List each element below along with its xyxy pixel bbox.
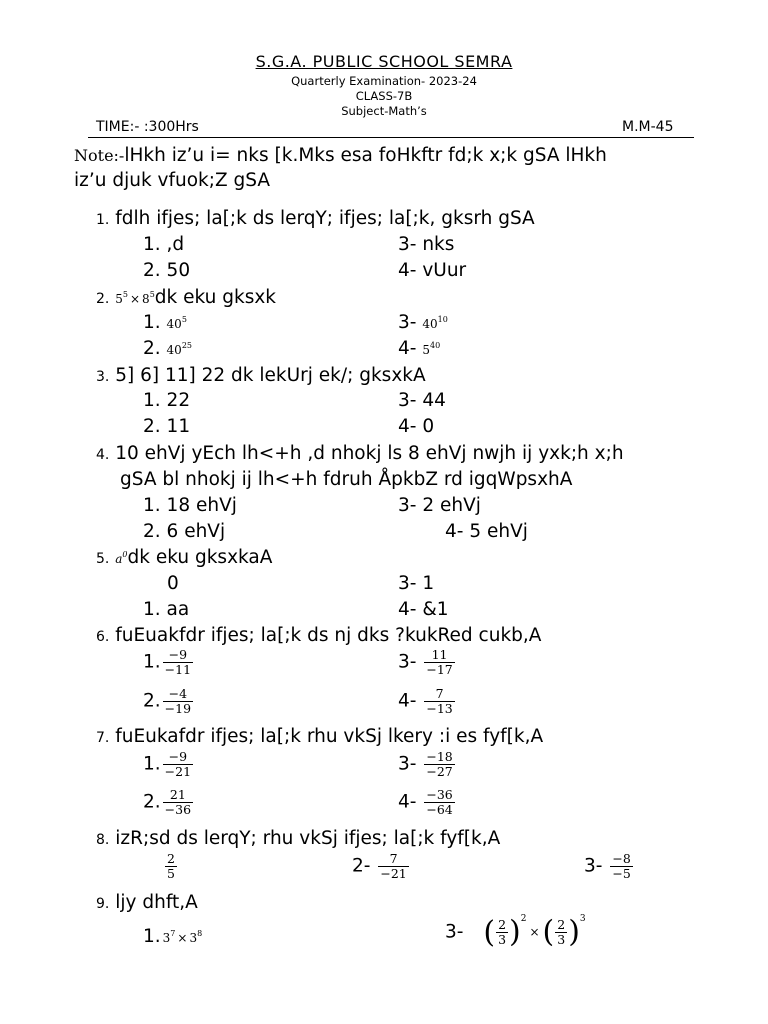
q3-option-3: 3- 44: [398, 390, 446, 411]
question-text: 10 ehVj yEch lh<+h ,d nhokj ls 8 ehVj nwjh ij yxk;h x;h: [115, 443, 624, 464]
q6-option-4: 4- $\frac{7}{-13}$: [398, 686, 453, 716]
subject-label: Subject-Math’s: [341, 104, 427, 118]
question-number: 4.: [96, 447, 110, 463]
q7-option-1: 1. $\frac{-9}{-21}$: [143, 749, 192, 779]
fraction: $\frac{2}{3}$: [498, 916, 507, 947]
q1-option-4: 4- vUur: [398, 260, 467, 281]
q1-option-3: 3- nks: [398, 234, 455, 255]
q1-option-1: [143, 234, 184, 255]
q5-option-3: 3- 1: [398, 573, 435, 594]
q8-option-1: [163, 852, 177, 881]
q5-option-1: 0: [167, 573, 179, 594]
fraction: $\frac{-4}{-19}$: [164, 686, 192, 716]
q9-option-1: 1. $3^7 \times 3^8$: [143, 926, 203, 947]
question-text: dk eku gksxkaA: [127, 547, 273, 568]
q2-option-2: 2. $40^{25}$: [143, 338, 193, 359]
q2-option-1: 1. $40^5$: [143, 312, 187, 333]
q6-option-1: 1. $\frac{-9}{-11}$: [143, 647, 192, 677]
note-label: Note:-: [74, 146, 125, 165]
question-text: fuEukafdr ifjes; la[;k rhu vkSj lkery :i es fyf[k,A: [115, 726, 544, 747]
q7-option-2: 2. $\frac{21}{-36}$: [143, 787, 192, 817]
q6-option-3: 3- $\frac{11}{-17}$: [398, 647, 453, 677]
q3-option-1: 1. 22: [143, 390, 191, 411]
fraction: $\frac{-9}{-11}$: [164, 647, 192, 677]
q4-option-3: 3- 2 ehVj: [398, 495, 481, 516]
q4-option-1: 1. 18 ehVj: [143, 495, 237, 516]
fraction: $\frac{-36}{-64}$: [426, 787, 453, 817]
school-name: S.G.A. PUBLIC SCHOOL SEMRA: [255, 52, 513, 71]
q2-option-4: 4- $5^{40}$: [398, 338, 441, 359]
fraction: $\frac{-9}{-21}$: [164, 749, 192, 779]
q1-option-2: [143, 260, 190, 281]
expression: $5^5 \times 8^5$: [115, 290, 155, 306]
question-number: 5.: [96, 551, 110, 567]
question-number: 8.: [96, 832, 110, 848]
fraction: $\frac{7}{-21}$: [380, 851, 407, 881]
expression: $a^0$: [115, 550, 128, 566]
exam-title: Quarterly Examination- 2023-24: [291, 74, 477, 88]
question-text: izR;sd ds lerqY; rhu vkSj ifjes; la[;k fyf[k,A: [115, 828, 501, 849]
question-number: 6.: [96, 629, 110, 645]
q4-option-2: 2. 6 ehVj: [143, 521, 226, 542]
q5-option-4: 4- &1: [398, 599, 449, 620]
note-line-2: iz’u djuk vfuok;Z gSA: [74, 170, 271, 191]
question-number: 3.: [96, 369, 110, 385]
q3-option-2: 2. 11: [143, 416, 191, 437]
question-4-line-2: gSA bl nhokj ij lh<+h fdruh ÅpkbZ rd igqWpsxhA: [120, 469, 573, 490]
question-6: [96, 625, 541, 646]
q7-option-3: 3- $\frac{-18}{-27}$: [398, 749, 453, 779]
option-number: 2.: [143, 260, 161, 281]
fraction: $\frac{2}{3}$: [557, 916, 566, 947]
q8-option-3: 3- $\frac{-8}{-5}$: [584, 851, 631, 881]
class-label: CLASS-7B: [355, 89, 413, 103]
q2-option-3: 3- $40^{10}$: [398, 312, 448, 333]
time-label: TIME:- :300Hrs: [96, 119, 199, 135]
fraction: $\frac{21}{-36}$: [164, 787, 192, 817]
question-9: [96, 892, 198, 913]
option-text: 50: [166, 260, 191, 281]
option-text: ,d: [166, 234, 185, 255]
q7-option-4: 4- $\frac{-36}{-64}$: [398, 787, 453, 817]
question-4: [96, 443, 624, 464]
fraction: $\frac{-8}{-5}$: [612, 851, 631, 881]
question-text: fdlh ifjes; la[;k ds lerqY; ifjes; la[;k, gksrh gSA: [115, 208, 535, 229]
fraction: $\frac{2}{5}$: [167, 851, 175, 881]
question-8: [96, 828, 500, 849]
question-3: [96, 365, 426, 386]
q4-option-4: 4- 5 ehVj: [445, 521, 528, 542]
question-7: [96, 726, 543, 747]
header-divider: [88, 137, 694, 138]
question-text: dk eku gksxk: [154, 287, 277, 308]
question-text: ljy dhft,A: [115, 892, 198, 913]
q5-option-2: 1. aa: [143, 599, 190, 620]
question-text: fuEuakfdr ifjes; la[;k ds nj dks ?kukRed cukb,A: [115, 625, 542, 646]
question-2: [96, 287, 276, 308]
question-1: [96, 208, 535, 229]
q3-option-4: 4- 0: [398, 416, 435, 437]
option-number: 1.: [143, 234, 161, 255]
note-line-1: [74, 145, 607, 166]
fraction: $\frac{11}{-17}$: [426, 647, 453, 677]
q8-option-2: 2- $\frac{7}{-21}$: [352, 851, 407, 881]
question-number: 1.: [96, 212, 110, 228]
fraction: $\frac{7}{-13}$: [426, 686, 453, 716]
question-number: 9.: [96, 896, 110, 912]
q6-option-2: 2. $\frac{-4}{-19}$: [143, 686, 192, 716]
max-marks: M.M-45: [622, 119, 674, 135]
fraction: $\frac{-18}{-27}$: [426, 749, 453, 779]
q9-option-3: 3- ( $\frac{2}{3}$ )$^2$× ( $\frac{2}{3}$ )$^3$: [445, 914, 586, 950]
question-5: [96, 547, 272, 568]
question-number: 2.: [96, 291, 110, 307]
question-number: 7.: [96, 730, 110, 746]
note-text-1: lHkh iz’u i= nks [k.Mks esa foHkftr fd;k x;k gSA lHkh: [124, 145, 607, 166]
question-text: 5] 6] 11] 22 dk lekUrj ek/; gksxkA: [115, 365, 426, 386]
